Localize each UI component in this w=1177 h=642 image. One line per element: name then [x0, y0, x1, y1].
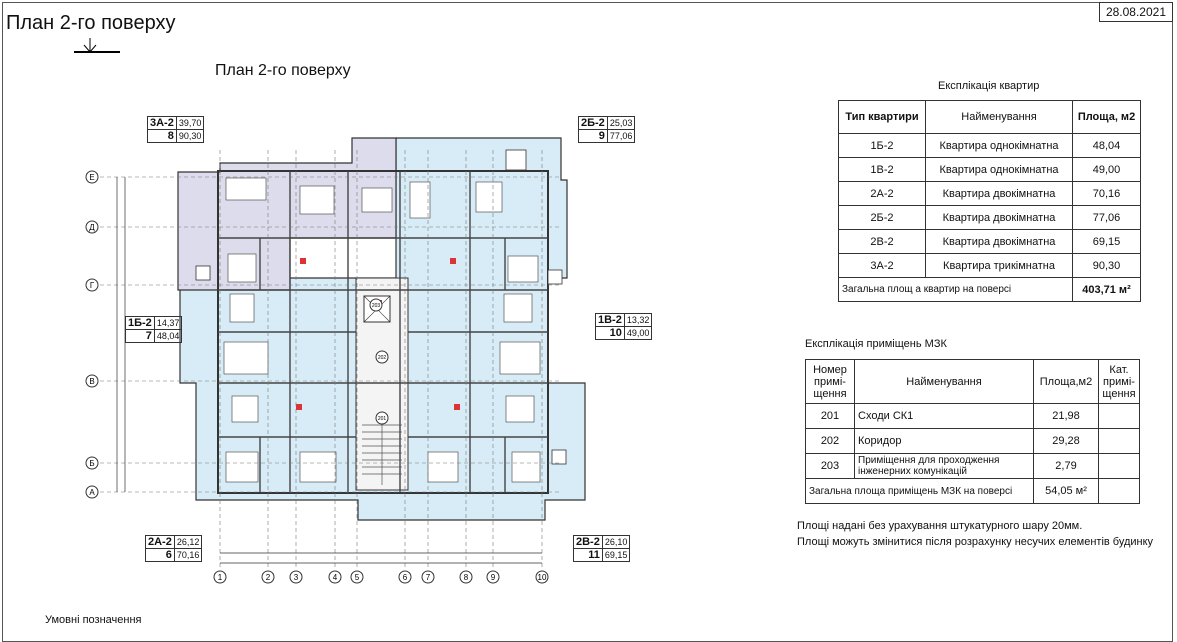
table-row [806, 454, 1140, 479]
apartment-total-area: 49,00 [624, 327, 652, 340]
apartment-total-area: 77,06 [607, 130, 635, 143]
apartment-type: 2В-2 [574, 536, 603, 549]
apartments-table [838, 100, 1141, 302]
apartment-badge [578, 116, 635, 143]
table-cell: 69,15 [1073, 230, 1141, 254]
col-axis-label: 9 [490, 573, 496, 582]
table-cell: Квартира двокімнатна [926, 230, 1073, 254]
table-cell: Квартира трикімнатна [926, 254, 1073, 278]
table-row [839, 182, 1141, 206]
table-cell: Коридор [855, 429, 1034, 454]
apartment-type: 2Б-2 [579, 117, 608, 130]
rooms-table-title: Експлікація приміщень МЗК [805, 338, 947, 350]
total-label: Загальна площа приміщень МЗК на поверсі [806, 479, 1034, 504]
col-axis-label: 10 [537, 573, 547, 582]
apartment-badge [125, 316, 182, 343]
room-number-label: 202 [377, 355, 387, 361]
table-header: Номер примі-щення [806, 360, 855, 404]
table-cell: Сходи СК1 [855, 404, 1034, 429]
apartment-badge [145, 535, 202, 562]
row-axis-label: Е [89, 173, 95, 182]
apartment-living-area: 13,32 [624, 314, 652, 327]
col-axis-label: 7 [425, 573, 431, 582]
room-number-label: 203 [371, 303, 381, 309]
apartment-badge [147, 116, 204, 143]
apartment-living-area: 26,10 [602, 536, 630, 549]
note-2: Площі можуть змінитися після розрахунку несучих елементів будинку [797, 536, 1154, 548]
apartment-area-purple [178, 138, 396, 290]
date-box: 28.08.2021 [1099, 2, 1173, 22]
table-cell: 29,28 [1034, 429, 1099, 454]
table-header: Площа,м2 [1034, 360, 1099, 404]
table-row [806, 429, 1140, 454]
apartment-type: 3А-2 [148, 117, 177, 130]
apartment-number: 10 [596, 327, 625, 340]
rooms-table [805, 359, 1140, 504]
apartment-number: 6 [146, 549, 175, 562]
col-axis-label: 3 [293, 573, 299, 582]
table-row [839, 206, 1141, 230]
table-cell: 90,30 [1073, 254, 1141, 278]
table-cell: 1В-2 [839, 158, 926, 182]
table-header: Площа, м2 [1073, 101, 1141, 134]
table-cell: 2В-2 [839, 230, 926, 254]
table-cell: Квартира двокімнатна [926, 182, 1073, 206]
table-cell: 3А-2 [839, 254, 926, 278]
table-cell: 203 [806, 454, 855, 479]
apartment-total-area: 90,30 [176, 130, 204, 143]
col-axis-label: 6 [402, 573, 408, 582]
col-axis-label: 4 [332, 573, 338, 582]
apartment-living-area: 25,03 [607, 117, 635, 130]
table-header: Тип квартири [839, 101, 926, 134]
apartment-total-area: 69,15 [602, 549, 630, 562]
table-cell: 202 [806, 429, 855, 454]
table-cell: 2А-2 [839, 182, 926, 206]
row-axis-label: Б [89, 459, 95, 468]
table-header: Найменування [926, 101, 1073, 134]
table-header: Кат. примі-щення [1099, 360, 1140, 404]
apartment-number: 7 [126, 330, 155, 343]
table-cell: Приміщення для проходження інженерних комунікацій [855, 454, 1034, 479]
table-row [806, 404, 1140, 429]
table-cell: 1Б-2 [839, 134, 926, 158]
table-cell: 48,04 [1073, 134, 1141, 158]
col-axis-label: 1 [217, 573, 223, 582]
apartment-total-area: 70,16 [174, 549, 202, 562]
table-row [839, 158, 1141, 182]
apartment-badge [573, 535, 630, 562]
table-cell: 2Б-2 [839, 206, 926, 230]
apartments-table-title: Експлікація квартир [938, 80, 1040, 92]
total-value: 403,71 м² [1073, 278, 1141, 302]
table-cell: Квартира однокімнатна [926, 158, 1073, 182]
table-cell: 2,79 [1034, 454, 1099, 479]
table-total-row [839, 278, 1141, 302]
table-header-row [839, 101, 1141, 134]
apartment-total-area: 48,04 [154, 330, 182, 343]
table-cell [1099, 429, 1140, 454]
table-cell: Квартира однокімнатна [926, 134, 1073, 158]
table-cell: 49,00 [1073, 158, 1141, 182]
legend-title: Умовні позначення [45, 614, 142, 626]
table-cell [1099, 454, 1140, 479]
table-cell: 77,06 [1073, 206, 1141, 230]
total-label: Загальна площ а квартир на поверсі [839, 278, 1073, 302]
table-row [839, 254, 1141, 278]
apartment-living-area: 14,37 [154, 317, 182, 330]
table-row [839, 134, 1141, 158]
apartment-type: 2А-2 [146, 536, 175, 549]
apartment-living-area: 26,12 [174, 536, 202, 549]
room-number-label: 201 [377, 416, 387, 422]
apartment-type: 1В-2 [596, 314, 625, 327]
table-cell: 70,16 [1073, 182, 1141, 206]
apartment-number: 11 [574, 549, 603, 562]
table-header: Найменування [855, 360, 1034, 404]
row-axis-label: А [89, 488, 95, 497]
table-cell: 21,98 [1034, 404, 1099, 429]
row-axis-label: Г [89, 281, 95, 290]
table-total-row [806, 479, 1140, 504]
row-axis-label: Д [89, 223, 95, 232]
col-axis-label: 5 [354, 573, 360, 582]
table-cell: 201 [806, 404, 855, 429]
apartment-living-area: 39,70 [176, 117, 204, 130]
row-axis-label: В [89, 377, 95, 386]
col-axis-label: 2 [265, 573, 271, 582]
table-cell: Квартира двокімнатна [926, 206, 1073, 230]
apartment-type: 1Б-2 [126, 317, 155, 330]
col-axis-label: 8 [463, 573, 469, 582]
note-1: Площі надані без урахування штукатурного шару 20мм. [797, 520, 1083, 532]
table-row [839, 230, 1141, 254]
table-cell [1099, 404, 1140, 429]
apartment-number: 8 [148, 130, 177, 143]
apartment-badge [595, 313, 652, 340]
table-header-row [806, 360, 1140, 404]
apartment-number: 9 [579, 130, 608, 143]
plan-title: План 2-го поверху [215, 62, 351, 79]
sheet-title: План 2-го поверху [6, 12, 176, 34]
total-value: 54,05 м² [1034, 479, 1099, 504]
